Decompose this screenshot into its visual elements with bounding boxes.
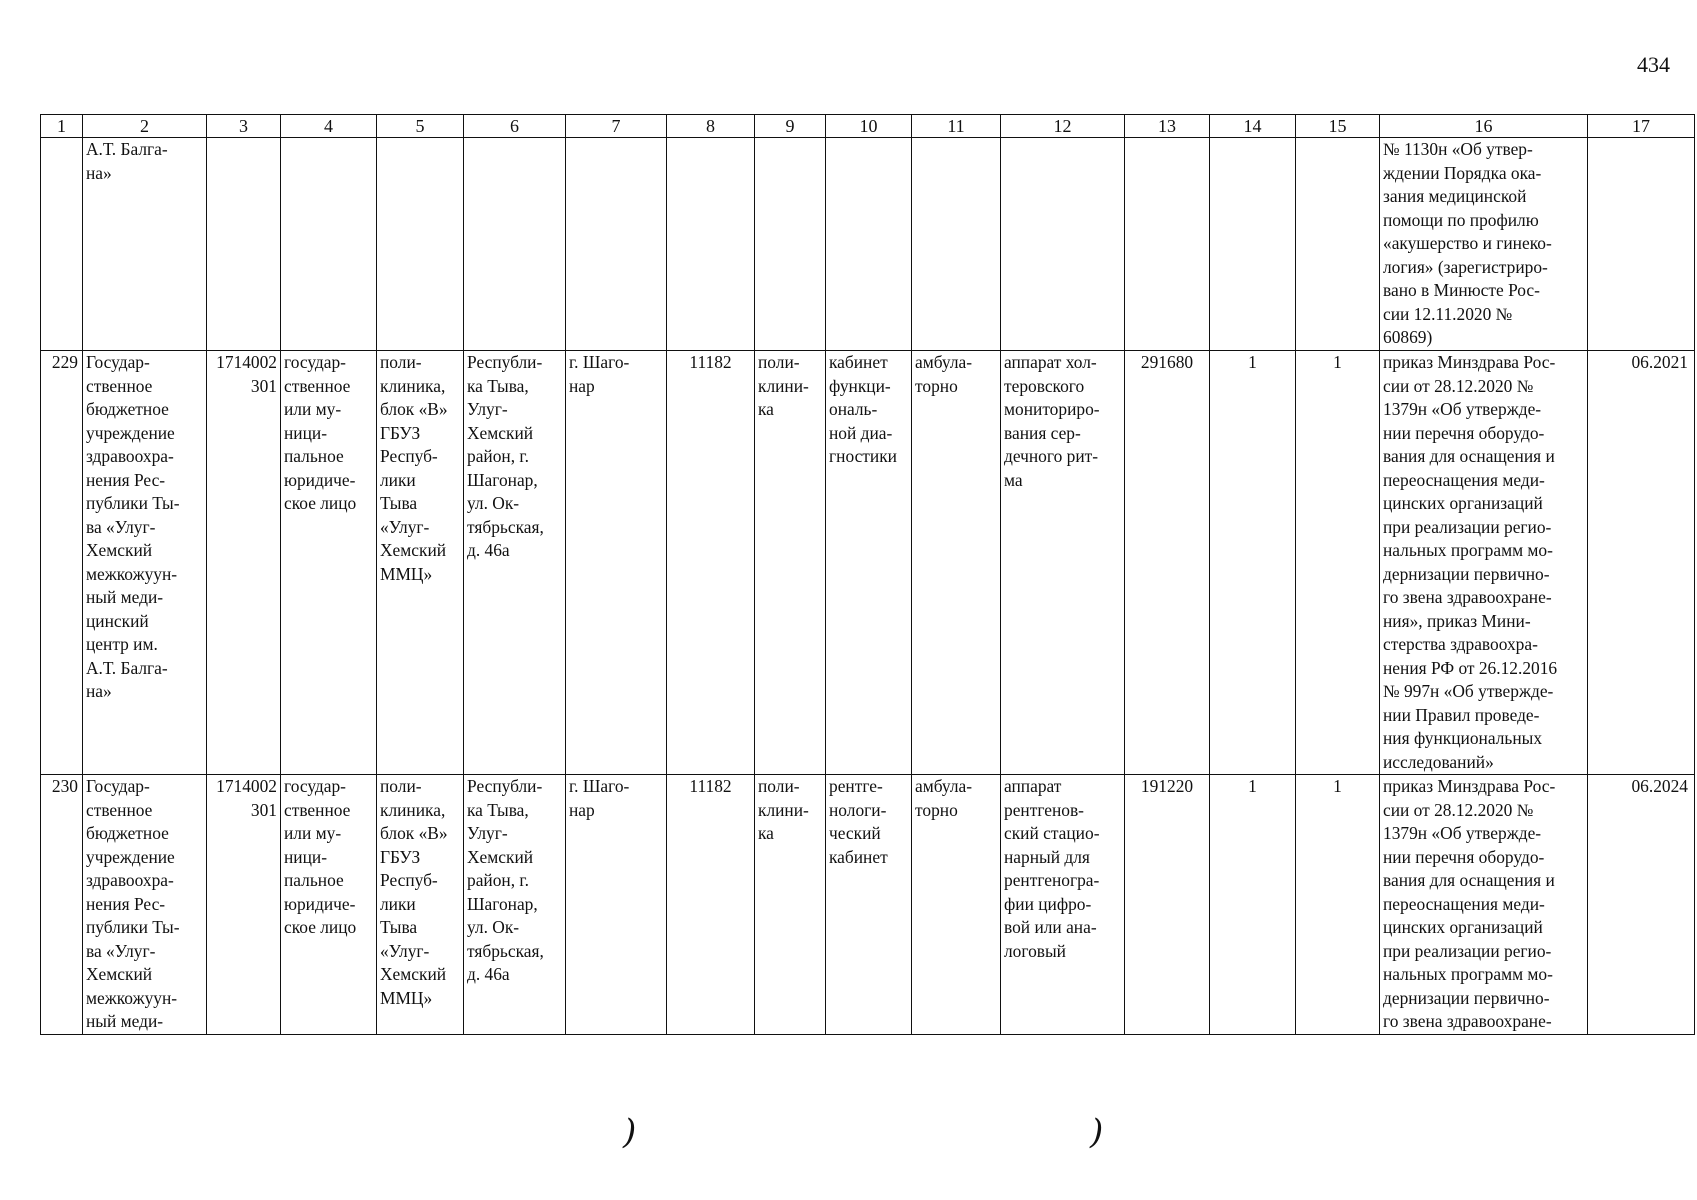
equipment-cell [1001, 138, 1125, 351]
column-header: 9 [755, 115, 826, 138]
column-header: 13 [1125, 115, 1210, 138]
subdivision-cell [377, 138, 464, 351]
table-row [41, 351, 1695, 775]
column-header: 16 [1380, 115, 1588, 138]
column-numbers-row [41, 115, 1695, 138]
column-header: 14 [1210, 115, 1296, 138]
legal-form-cell: государ- ственное или му- ници- пальное юридиче- ское лицо [281, 351, 377, 775]
quantity-cell: 1 [1210, 351, 1296, 775]
column-header: 10 [826, 115, 912, 138]
scan-mark: ) [623, 1112, 637, 1152]
unit-type-cell: поли- клини- ка [755, 775, 826, 1035]
column-header: 12 [1001, 115, 1125, 138]
column-header: 7 [566, 115, 667, 138]
department-cell [826, 138, 912, 351]
column-header: 17 [1588, 115, 1695, 138]
column-header: 4 [281, 115, 377, 138]
equipment-code-cell: 291680 [1125, 351, 1210, 775]
quantity-cell [1296, 138, 1380, 351]
date-cell [1588, 138, 1695, 351]
regulation-cell: приказ Минздрава Рос- сии от 28.12.2020 № 1379н «Об утвержде- нии перечня оборудо- вания для оснащения и переоснащения меди- цинских организаций при реализации регио- нальных программ мо- дернизации первично- го звена здравоохране- ния», приказ Мини- стерства здравоохра- нения РФ от 26.12.2016 № 997н «Об утвержде- нии Правил проведе- ния функциональных исследований» [1380, 351, 1588, 775]
quantity-cell: 1 [1210, 775, 1296, 1035]
scan-marks [0, 1112, 1697, 1172]
row-number: 230 [41, 775, 83, 1035]
locality-cell: г. Шаго- нар [566, 351, 667, 775]
care-mode-cell: амбула- торно [912, 775, 1001, 1035]
code-cell: 11182 [667, 351, 755, 775]
row-number: 229 [41, 351, 83, 775]
table-row-continuation [41, 138, 1695, 351]
inn-cell [207, 138, 281, 351]
institution-name: Государ- ственное бюджетное учреждение здравоохра- нения Рес- публики Ты- ва «Улуг- Хемский межкожуун- ный меди- цинский центр им. А.Т. Балга- на» [83, 351, 207, 775]
quantity-cell: 1 [1296, 775, 1380, 1035]
column-header: 15 [1296, 115, 1380, 138]
care-mode-cell: амбула- торно [912, 351, 1001, 775]
column-header: 3 [207, 115, 281, 138]
page-number: 434 [1637, 52, 1670, 77]
regulation-cell: приказ Минздрава Рос- сии от 28.12.2020 № 1379н «Об утвержде- нии перечня оборудо- вания для оснащения и переоснащения меди- цинских организаций при реализации регио- нальных программ мо- дернизации первично- го звена здравоохране- [1380, 775, 1588, 1035]
equipment-cell: аппарат рентгенов- ский стацио- нарный для рентгеногра- фии цифро- вой или ана- логовый [1001, 775, 1125, 1035]
institution-name: А.Т. Балга- на» [83, 138, 207, 351]
address-cell: Республи- ка Тыва, Улуг- Хемский район, г. Шагонар, ул. Ок- тябрьская, д. 46а [464, 775, 566, 1035]
column-header: 1 [41, 115, 83, 138]
equipment-code-cell [1125, 138, 1210, 351]
column-header: 6 [464, 115, 566, 138]
institution-name: Государ- ственное бюджетное учреждение здравоохра- нения Рес- публики Ты- ва «Улуг- Хемский межкожуун- ный меди- [83, 775, 207, 1035]
column-header: 5 [377, 115, 464, 138]
subdivision-cell: поли- клиника, блок «В» ГБУЗ Респуб- лики Тыва «Улуг- Хемский ММЦ» [377, 775, 464, 1035]
inn-cell: 1714002 301 [207, 775, 281, 1035]
code-cell: 11182 [667, 775, 755, 1035]
legal-form-cell [281, 138, 377, 351]
subdivision-cell: поли- клиника, блок «В» ГБУЗ Респуб- лики Тыва «Улуг- Хемский ММЦ» [377, 351, 464, 775]
quantity-cell [1210, 138, 1296, 351]
address-cell: Республи- ка Тыва, Улуг- Хемский район, г. Шагонар, ул. Ок- тябрьская, д. 46а [464, 351, 566, 775]
column-header: 11 [912, 115, 1001, 138]
column-header: 2 [83, 115, 207, 138]
register-table [40, 114, 1695, 1035]
legal-form-cell: государ- ственное или му- ници- пальное юридиче- ское лицо [281, 775, 377, 1035]
locality-cell [566, 138, 667, 351]
regulation-cell: № 1130н «Об утвер- ждении Порядка ока- зания медицинской помощи по профилю «акушерство и гинеко- логия» (зарегистриро- вано в Минюсте Рос- сии 12.11.2020 № 60869) [1380, 138, 1588, 351]
quantity-cell: 1 [1296, 351, 1380, 775]
address-cell [464, 138, 566, 351]
equipment-cell: аппарат хол- теровского мониториро- вания сер- дечного рит- ма [1001, 351, 1125, 775]
equipment-code-cell: 191220 [1125, 775, 1210, 1035]
department-cell: рентге- нологи- ческий кабинет [826, 775, 912, 1035]
unit-type-cell [755, 138, 826, 351]
unit-type-cell: поли- клини- ка [755, 351, 826, 775]
date-cell: 06.2024 [1588, 775, 1695, 1035]
row-number [41, 138, 83, 351]
inn-cell: 1714002 301 [207, 351, 281, 775]
department-cell: кабинет функци- ональ- ной диа- гностики [826, 351, 912, 775]
date-cell: 06.2021 [1588, 351, 1695, 775]
locality-cell: г. Шаго- нар [566, 775, 667, 1035]
table-row [41, 775, 1695, 1035]
scan-mark: ) [1090, 1112, 1104, 1152]
column-header: 8 [667, 115, 755, 138]
care-mode-cell [912, 138, 1001, 351]
code-cell [667, 138, 755, 351]
